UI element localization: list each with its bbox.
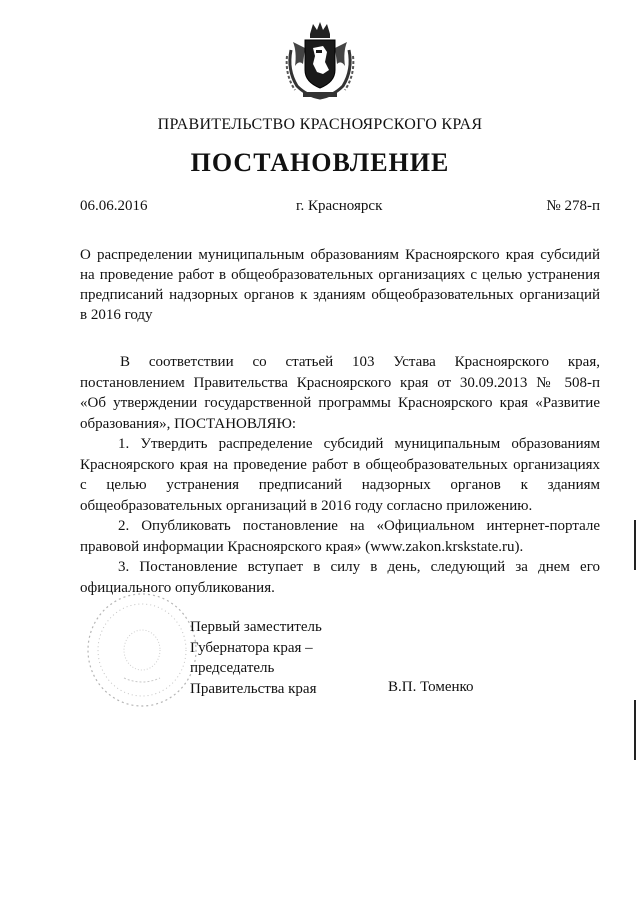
signatory-position	[190, 617, 322, 699]
scan-edge-mark	[634, 520, 636, 570]
preamble-line: «Об утверждении государственной программы Красноярского края «Развитие	[80, 395, 600, 411]
position-line: Правительства края	[190, 680, 317, 697]
item-2-line: правовой информации Красноярского края» (www.zakon.krskstate.ru).	[80, 538, 524, 555]
signatory-name: В.П. Томенко	[388, 679, 474, 695]
item-1-line: с целью устранения предписаний надзорных органов к зданиям	[80, 477, 600, 493]
preamble-line: В соответствии со статьей 103 Устава Красноярского края,	[120, 354, 600, 370]
position-line: председатель	[190, 660, 275, 676]
subject-line: в 2016 году	[80, 307, 153, 323]
official-seal-stamp	[84, 590, 200, 710]
document-subject	[80, 245, 600, 325]
organization-heading: ПРАВИТЕЛЬСТВО КРАСНОЯРСКОГО КРАЯ	[157, 116, 483, 133]
coat-of-arms-emblem	[283, 20, 357, 100]
item-3-line: 3. Постановление вступает в силу в день, следующий за днем его	[118, 559, 600, 575]
document-type-title: ПОСТАНОВЛЕНИЕ	[190, 148, 450, 177]
position-line: Губернатора края –	[190, 639, 313, 656]
subject-line: предписаний надзорных органов к зданиям общеобразовательных организаций	[80, 287, 600, 303]
position-line: Первый заместитель	[190, 619, 322, 635]
subject-line: О распределении муниципальным образованиям Красноярского края субсидий	[80, 247, 600, 263]
document-number: № 278-п	[546, 198, 600, 214]
item-1-line: общеобразовательных организаций в 2016 году согласно приложению.	[80, 497, 533, 514]
document-city: г. Красноярск	[296, 198, 383, 214]
document-date: 06.06.2016	[80, 198, 148, 214]
preamble-line: постановлением Правительства Красноярского края от 30.09.2013 № 508-п	[80, 374, 600, 391]
document-body	[80, 352, 600, 598]
item-1-line: Красноярского края на проведение работ в общеобразовательных организациях	[80, 456, 600, 473]
item-3-line: официального опубликования.	[80, 579, 275, 596]
item-1-line: 1. Утвердить распределение субсидий муниципальным образованиям	[118, 436, 600, 452]
item-2-line: 2. Опубликовать постановление на «Официальном интернет-портале	[118, 518, 600, 534]
subject-line: на проведение работ в общеобразовательных организациях с целью устранения	[80, 267, 600, 283]
preamble-line: образования», ПОСТАНОВЛЯЮ:	[80, 415, 297, 432]
scan-edge-mark	[634, 700, 636, 760]
